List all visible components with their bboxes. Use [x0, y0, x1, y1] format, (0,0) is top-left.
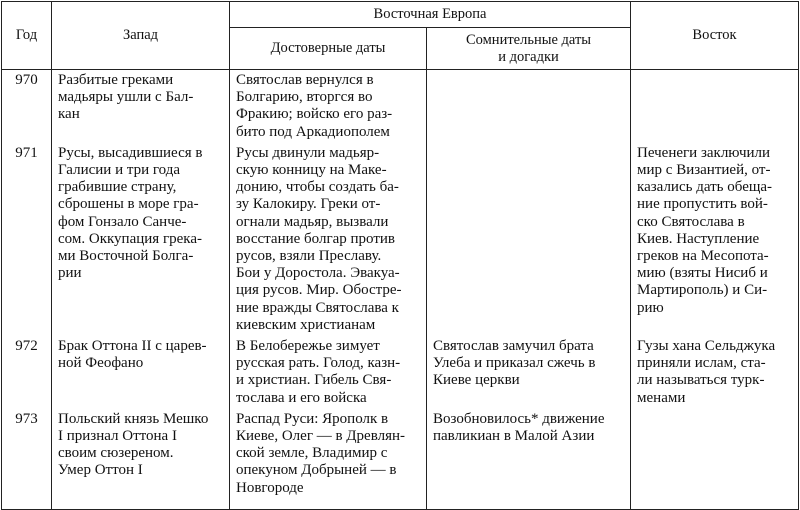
cell-year: 970: [2, 70, 52, 143]
text-line: приняли ислам, ста-: [637, 355, 766, 372]
text-line: и христиан. Гибель Свя-: [236, 372, 392, 389]
table-row: [2, 336, 799, 409]
cell-west: [52, 143, 230, 336]
header-doubtful-line1: Сомнительные даты: [465, 31, 592, 48]
cell-east: [631, 336, 799, 409]
text-line: бито под Аркадиополем: [236, 123, 390, 140]
text-line: Брак Оттона II с царев-: [58, 338, 207, 355]
text-line: ли называться турк-: [637, 372, 765, 389]
text-line: ция русов. Мир. Обостре-: [236, 282, 402, 299]
text-line: Новгороде: [236, 479, 304, 496]
text-line: Печенеги заключили: [637, 144, 771, 161]
text-line: мир с Византией, от-: [637, 162, 771, 179]
chronology-table: [1, 1, 799, 510]
header-year: Год: [2, 2, 52, 70]
text-line: ской земле, Владимир с: [236, 445, 388, 462]
text-line: рии: [58, 265, 82, 282]
cell-year: 973: [2, 409, 52, 510]
text-line: В Белобережье зимует: [236, 338, 380, 355]
cell-east: [631, 409, 799, 510]
text-line: Киеве церкви: [433, 372, 520, 389]
text-line: русов, взяли Преславу.: [236, 248, 382, 265]
cell-reliable: [230, 143, 427, 336]
text-line: ско Святослава в: [637, 213, 745, 230]
cell-doubtful: [427, 336, 631, 409]
text-line: донию, чтобы создать ба-: [236, 179, 399, 196]
cell-year: 971: [2, 143, 52, 336]
text-line: павликиан в Малой Азии: [433, 428, 595, 445]
text-line: мадьяры ушли с Бал-: [58, 89, 194, 106]
text-line: Гузы хана Сельджука: [637, 338, 776, 355]
header-east: Восток: [631, 2, 799, 70]
text-line: Святослав замучил брата: [433, 338, 594, 355]
text-line: ной Феофано: [58, 355, 144, 372]
text-line: Болгарию, вторгся во: [236, 89, 373, 106]
text-line: огнали мадьяр, вызвали: [236, 213, 389, 230]
text-line: менами: [637, 389, 686, 406]
text-line: скую конницу на Маке-: [236, 162, 387, 179]
text-line: Русы двинули мадьяр-: [236, 144, 380, 161]
header-reliable-dates: Достоверные даты: [230, 28, 427, 70]
text-line: греков на Месопота-: [637, 248, 769, 265]
text-line: сом. Оккупация грека-: [58, 230, 202, 247]
text-line: ние пропустить вой-: [637, 196, 768, 213]
text-line: казались дать обеща-: [637, 179, 773, 196]
cell-west: [52, 336, 230, 409]
text-line: Разбитые греками: [58, 72, 174, 88]
cell-west: [52, 70, 230, 143]
header-doubtful-dates: [427, 28, 631, 70]
text-line: фом Гонзало Санче-: [58, 213, 187, 230]
text-line: Бои у Доростола. Эвакуа-: [236, 265, 400, 282]
text-line: Святослав вернулся в: [236, 72, 374, 88]
cell-doubtful: [427, 143, 631, 336]
table-row: [2, 70, 799, 143]
text-line: кан: [58, 106, 80, 123]
cell-doubtful: [427, 409, 631, 510]
text-line: Распад Руси: Ярополк в: [236, 410, 389, 427]
cell-year: 972: [2, 336, 52, 409]
text-line: зу Калокиру. Греки от-: [236, 196, 381, 213]
text-line: ми Восточной Болга-: [58, 248, 194, 265]
text-line: русская рать. Голод, казн-: [236, 355, 401, 372]
text-line: Фракию; войско его раз-: [236, 106, 393, 123]
text-line: восстание болгар против: [236, 230, 396, 247]
text-line: Возобновилось* движение: [433, 410, 605, 427]
text-line: Мартирополь) и Си-: [637, 282, 768, 299]
cell-doubtful: [427, 70, 631, 143]
table-row: [2, 409, 799, 510]
cell-west: [52, 409, 230, 510]
cell-east: [631, 70, 799, 143]
header-west: Запад: [52, 2, 230, 70]
text-line: Умер Оттон I: [58, 462, 143, 479]
text-line: мию (взяты Нисиб и: [637, 265, 768, 282]
text-line: тослава и его войска: [236, 389, 367, 406]
text-line: ние вражды Святослава к: [236, 299, 399, 316]
text-line: Киеве, Олег — в Древлян-: [236, 428, 405, 445]
text-line: Польский князь Мешко: [58, 410, 209, 427]
text-line: своим сюзереном.: [58, 445, 174, 462]
text-line: Киев. Наступление: [637, 230, 760, 247]
table-row: [2, 143, 799, 336]
text-line: Русы, высадившиеся в: [58, 144, 203, 161]
header-eastern-europe: Восточная Европа: [230, 2, 631, 28]
text-line: киевским христианам: [236, 316, 376, 333]
header-doubtful-line2: и догадки: [498, 48, 559, 65]
cell-reliable: [230, 336, 427, 409]
text-line: Галисии и три года: [58, 162, 180, 179]
text-line: рию: [637, 299, 664, 316]
cell-reliable: [230, 70, 427, 143]
cell-reliable: [230, 409, 427, 510]
text-line: сброшены в море гра-: [58, 196, 199, 213]
cell-east: [631, 143, 799, 336]
text-line: Улеба и приказал сжечь в: [433, 355, 596, 372]
text-line: опекуном Добрыней — в: [236, 462, 397, 479]
text-line: грабившие страну,: [58, 179, 177, 196]
text-line: I признал Оттона I: [58, 428, 177, 445]
